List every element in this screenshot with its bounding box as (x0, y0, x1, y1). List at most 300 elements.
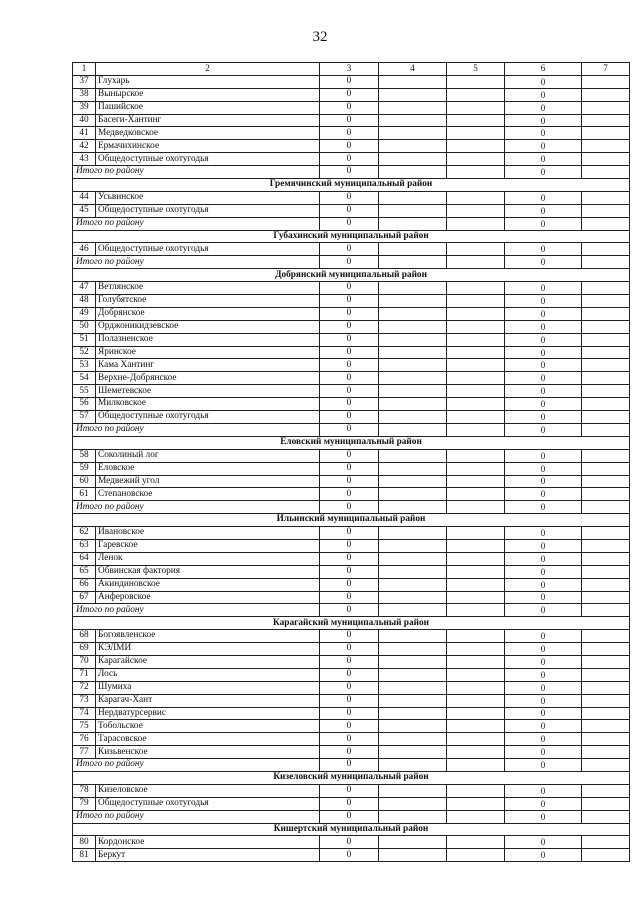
row-number: 40 (73, 114, 96, 127)
district-name: Губахинский муниципальный район (73, 230, 630, 243)
col6-value: 0 (505, 810, 582, 823)
col3-value: 0 (320, 604, 379, 617)
col5-value (447, 694, 505, 707)
col4-value (379, 256, 447, 269)
table-row (73, 784, 630, 797)
ground-name: Кордонское (96, 836, 320, 849)
col3-value: 0 (320, 655, 379, 668)
col5-value (447, 166, 505, 179)
col3-value: 0 (320, 346, 379, 359)
col3-value: 0 (320, 552, 379, 565)
col5-value (447, 359, 505, 372)
col4-value (379, 398, 447, 411)
col3-value: 0 (320, 256, 379, 269)
table-row (73, 578, 630, 591)
col3-value: 0 (320, 243, 379, 256)
col7-value (582, 320, 630, 333)
col5-value (447, 488, 505, 501)
col5-value (447, 243, 505, 256)
col7-value (582, 578, 630, 591)
col4-value (379, 282, 447, 295)
col6-value: 0 (505, 333, 582, 346)
row-number: 60 (73, 475, 96, 488)
col3-value: 0 (320, 320, 379, 333)
col4-value (379, 488, 447, 501)
table-row (73, 153, 630, 166)
table-row (73, 359, 630, 372)
table-row (73, 282, 630, 295)
col6-value: 0 (505, 385, 582, 398)
col5-value (447, 333, 505, 346)
total-label: Итого по району (73, 810, 320, 823)
col7-value (582, 127, 630, 140)
row-number: 79 (73, 797, 96, 810)
col6-value: 0 (505, 578, 582, 591)
col7-value (582, 836, 630, 849)
col4-value (379, 114, 447, 127)
col6-value: 0 (505, 630, 582, 643)
col6-value: 0 (505, 191, 582, 204)
col3-value: 0 (320, 462, 379, 475)
col4-value (379, 565, 447, 578)
ground-name: Анферовское (96, 591, 320, 604)
table-row (73, 591, 630, 604)
col6-value: 0 (505, 604, 582, 617)
row-number: 55 (73, 385, 96, 398)
col3-value: 0 (320, 578, 379, 591)
row-number: 41 (73, 127, 96, 140)
table-row (73, 746, 630, 759)
row-number: 49 (73, 307, 96, 320)
col6-value: 0 (505, 462, 582, 475)
ground-name: Богоявленское (96, 630, 320, 643)
col4-value (379, 359, 447, 372)
col5-value (447, 539, 505, 552)
col7-value (582, 720, 630, 733)
col-header-6: 6 (505, 63, 582, 76)
row-number: 43 (73, 153, 96, 166)
district-name: Кишертский муниципальный район (73, 823, 630, 836)
col4-value (379, 204, 447, 217)
col6-value: 0 (505, 398, 582, 411)
table-row (73, 140, 630, 153)
row-number: 56 (73, 398, 96, 411)
district-name: Кизеловский муниципальный район (73, 771, 630, 784)
col-header-4: 4 (379, 63, 447, 76)
col5-value (447, 655, 505, 668)
ground-name: Пашийское (96, 101, 320, 114)
col7-value (582, 114, 630, 127)
row-number: 81 (73, 849, 96, 862)
col6-value: 0 (505, 668, 582, 681)
col5-value (447, 604, 505, 617)
col3-value: 0 (320, 501, 379, 514)
table-row (73, 243, 630, 256)
page-number: 32 (312, 29, 328, 45)
col5-value (447, 733, 505, 746)
col4-value (379, 372, 447, 385)
col7-value (582, 166, 630, 179)
col5-value (447, 759, 505, 772)
col3-value: 0 (320, 398, 379, 411)
col4-value (379, 591, 447, 604)
total-label: Итого по району (73, 604, 320, 617)
table-row (73, 114, 630, 127)
col3-value: 0 (320, 797, 379, 810)
ground-name: Общедоступные охотугодья (96, 797, 320, 810)
col5-value (447, 836, 505, 849)
col7-value (582, 643, 630, 656)
col5-value (447, 797, 505, 810)
col6-value: 0 (505, 759, 582, 772)
district-total-row (73, 423, 630, 436)
col3-value: 0 (320, 372, 379, 385)
col5-value (447, 849, 505, 862)
col3-value: 0 (320, 114, 379, 127)
col5-value (447, 784, 505, 797)
row-number: 51 (73, 333, 96, 346)
col5-value (447, 565, 505, 578)
ground-name: КЭЛМИ (96, 643, 320, 656)
ground-name: Лось (96, 668, 320, 681)
col6-value: 0 (505, 140, 582, 153)
table-row (73, 75, 630, 88)
table-row (73, 411, 630, 424)
ground-name: Яринское (96, 346, 320, 359)
col4-value (379, 411, 447, 424)
table-row (73, 191, 630, 204)
col4-value (379, 346, 447, 359)
ground-name: Тарасовское (96, 733, 320, 746)
col6-value: 0 (505, 372, 582, 385)
col7-value (582, 398, 630, 411)
col7-value (582, 759, 630, 772)
col7-value (582, 475, 630, 488)
row-number: 46 (73, 243, 96, 256)
table-row (73, 398, 630, 411)
col4-value (379, 720, 447, 733)
col7-value (582, 204, 630, 217)
district-header-row (73, 230, 630, 243)
col6-value: 0 (505, 282, 582, 295)
col6-value: 0 (505, 256, 582, 269)
col7-value (582, 449, 630, 462)
ground-name: Медведковское (96, 127, 320, 140)
col3-value: 0 (320, 527, 379, 540)
col6-value: 0 (505, 243, 582, 256)
district-header-row (73, 514, 630, 527)
total-label: Итого по району (73, 256, 320, 269)
col3-value: 0 (320, 217, 379, 230)
table-row (73, 707, 630, 720)
col7-value (582, 784, 630, 797)
district-name: Ильинский муниципальный район (73, 514, 630, 527)
col7-value (582, 140, 630, 153)
col4-value (379, 295, 447, 308)
col4-value (379, 810, 447, 823)
table-row (73, 204, 630, 217)
col5-value (447, 707, 505, 720)
row-number: 65 (73, 565, 96, 578)
col3-value: 0 (320, 681, 379, 694)
ground-name: Кизьвенское (96, 746, 320, 759)
ground-name: Медвежий угол (96, 475, 320, 488)
col7-value (582, 681, 630, 694)
row-number: 59 (73, 462, 96, 475)
col-header-7: 7 (582, 63, 630, 76)
col5-value (447, 552, 505, 565)
col6-value: 0 (505, 849, 582, 862)
col4-value (379, 643, 447, 656)
col-header-1: 1 (73, 63, 96, 76)
col3-value: 0 (320, 784, 379, 797)
row-number: 71 (73, 668, 96, 681)
col6-value: 0 (505, 320, 582, 333)
col4-value (379, 539, 447, 552)
col6-value: 0 (505, 295, 582, 308)
col3-value: 0 (320, 810, 379, 823)
col6-value: 0 (505, 166, 582, 179)
col5-value (447, 295, 505, 308)
row-number: 67 (73, 591, 96, 604)
col4-value (379, 501, 447, 514)
col5-value (447, 462, 505, 475)
ground-name: Ветлянское (96, 282, 320, 295)
col3-value: 0 (320, 733, 379, 746)
col5-value (447, 75, 505, 88)
col6-value: 0 (505, 153, 582, 166)
col6-value: 0 (505, 75, 582, 88)
ground-name: Беркут (96, 849, 320, 862)
col7-value (582, 527, 630, 540)
col7-value (582, 746, 630, 759)
col5-value (447, 501, 505, 514)
col3-value: 0 (320, 204, 379, 217)
col5-value (447, 385, 505, 398)
col3-value: 0 (320, 140, 379, 153)
col5-value (447, 630, 505, 643)
col6-value: 0 (505, 655, 582, 668)
table-row (73, 101, 630, 114)
ground-name: Вынырское (96, 88, 320, 101)
col5-value (447, 140, 505, 153)
col3-value: 0 (320, 101, 379, 114)
table-row (73, 320, 630, 333)
ground-name: Тобольское (96, 720, 320, 733)
ground-name: Общедоступные охотугодья (96, 153, 320, 166)
row-number: 77 (73, 746, 96, 759)
col5-value (447, 475, 505, 488)
col5-value (447, 217, 505, 230)
col7-value (582, 488, 630, 501)
col4-value (379, 797, 447, 810)
ground-name: Еловское (96, 462, 320, 475)
col7-value (582, 359, 630, 372)
row-number: 38 (73, 88, 96, 101)
col7-value (582, 88, 630, 101)
col4-value (379, 153, 447, 166)
col4-value (379, 307, 447, 320)
district-header-row (73, 771, 630, 784)
ground-name: Акиндиновское (96, 578, 320, 591)
col3-value: 0 (320, 88, 379, 101)
district-total-row (73, 166, 630, 179)
district-name: Карагайский муниципальный район (73, 617, 630, 630)
ground-name: Орджоникидзевское (96, 320, 320, 333)
ground-name: Добрянское (96, 307, 320, 320)
col5-value (447, 527, 505, 540)
ground-name: Голубятское (96, 295, 320, 308)
col5-value (447, 591, 505, 604)
col7-value (582, 797, 630, 810)
col3-value: 0 (320, 166, 379, 179)
table-row (73, 372, 630, 385)
ground-name: Карагайское (96, 655, 320, 668)
col6-value: 0 (505, 346, 582, 359)
table-row (73, 333, 630, 346)
col6-value: 0 (505, 88, 582, 101)
col3-value: 0 (320, 307, 379, 320)
col3-value: 0 (320, 565, 379, 578)
col6-value: 0 (505, 836, 582, 849)
col6-value: 0 (505, 359, 582, 372)
col4-value (379, 243, 447, 256)
col6-value: 0 (505, 527, 582, 540)
col5-value (447, 127, 505, 140)
row-number: 61 (73, 488, 96, 501)
col6-value: 0 (505, 101, 582, 114)
col7-value (582, 346, 630, 359)
col4-value (379, 75, 447, 88)
col4-value (379, 449, 447, 462)
row-number: 62 (73, 527, 96, 540)
col3-value: 0 (320, 694, 379, 707)
col7-value (582, 256, 630, 269)
row-number: 54 (73, 372, 96, 385)
col6-value: 0 (505, 488, 582, 501)
col7-value (582, 243, 630, 256)
col6-value: 0 (505, 797, 582, 810)
col4-value (379, 707, 447, 720)
row-number: 69 (73, 643, 96, 656)
row-number: 42 (73, 140, 96, 153)
district-header-row (73, 823, 630, 836)
col5-value (447, 204, 505, 217)
col3-value: 0 (320, 668, 379, 681)
col6-value: 0 (505, 784, 582, 797)
ground-name: Обвинская фактория (96, 565, 320, 578)
col3-value: 0 (320, 746, 379, 759)
col6-value: 0 (505, 707, 582, 720)
col7-value (582, 217, 630, 230)
total-label: Итого по району (73, 217, 320, 230)
col6-value: 0 (505, 681, 582, 694)
row-number: 44 (73, 191, 96, 204)
col7-value (582, 372, 630, 385)
col5-value (447, 88, 505, 101)
table-row (73, 643, 630, 656)
district-total-row (73, 501, 630, 514)
row-number: 72 (73, 681, 96, 694)
col5-value (447, 720, 505, 733)
table-row (73, 552, 630, 565)
col4-value (379, 88, 447, 101)
district-total-row (73, 217, 630, 230)
col5-value (447, 578, 505, 591)
col6-value: 0 (505, 449, 582, 462)
total-label: Итого по району (73, 166, 320, 179)
header-row (73, 63, 630, 76)
col5-value (447, 191, 505, 204)
col7-value (582, 810, 630, 823)
col7-value (582, 849, 630, 862)
col7-value (582, 707, 630, 720)
district-total-row (73, 759, 630, 772)
row-number: 47 (73, 282, 96, 295)
district-header-row (73, 617, 630, 630)
col4-value (379, 462, 447, 475)
col3-value: 0 (320, 488, 379, 501)
col7-value (582, 552, 630, 565)
col6-value: 0 (505, 591, 582, 604)
col7-value (582, 604, 630, 617)
col3-value: 0 (320, 282, 379, 295)
col5-value (447, 153, 505, 166)
row-number: 48 (73, 295, 96, 308)
table-row (73, 681, 630, 694)
ground-name: Кама Хантинг (96, 359, 320, 372)
col5-value (447, 398, 505, 411)
col7-value (582, 295, 630, 308)
ground-name: Милковское (96, 398, 320, 411)
ground-name: Карагач-Хант (96, 694, 320, 707)
row-number: 58 (73, 449, 96, 462)
ground-name: Шеметевское (96, 385, 320, 398)
row-number: 73 (73, 694, 96, 707)
ground-name: Гаревское (96, 539, 320, 552)
col7-value (582, 411, 630, 424)
col7-value (582, 423, 630, 436)
row-number: 63 (73, 539, 96, 552)
col-header-3: 3 (320, 63, 379, 76)
col4-value (379, 836, 447, 849)
district-name: Гремячинский муниципальный район (73, 179, 630, 192)
col5-value (447, 668, 505, 681)
col4-value (379, 746, 447, 759)
total-label: Итого по району (73, 501, 320, 514)
col5-value (447, 411, 505, 424)
ground-name: Нердватурсервис (96, 707, 320, 720)
col3-value: 0 (320, 191, 379, 204)
col3-value: 0 (320, 359, 379, 372)
col-header-2: 2 (96, 63, 320, 76)
col3-value: 0 (320, 630, 379, 643)
col7-value (582, 668, 630, 681)
table-row (73, 720, 630, 733)
col6-value: 0 (505, 475, 582, 488)
row-number: 45 (73, 204, 96, 217)
total-label: Итого по району (73, 759, 320, 772)
col5-value (447, 114, 505, 127)
table-row (73, 630, 630, 643)
col7-value (582, 191, 630, 204)
col4-value (379, 423, 447, 436)
col3-value: 0 (320, 539, 379, 552)
col5-value (447, 423, 505, 436)
col7-value (582, 694, 630, 707)
row-number: 75 (73, 720, 96, 733)
table-row (73, 88, 630, 101)
